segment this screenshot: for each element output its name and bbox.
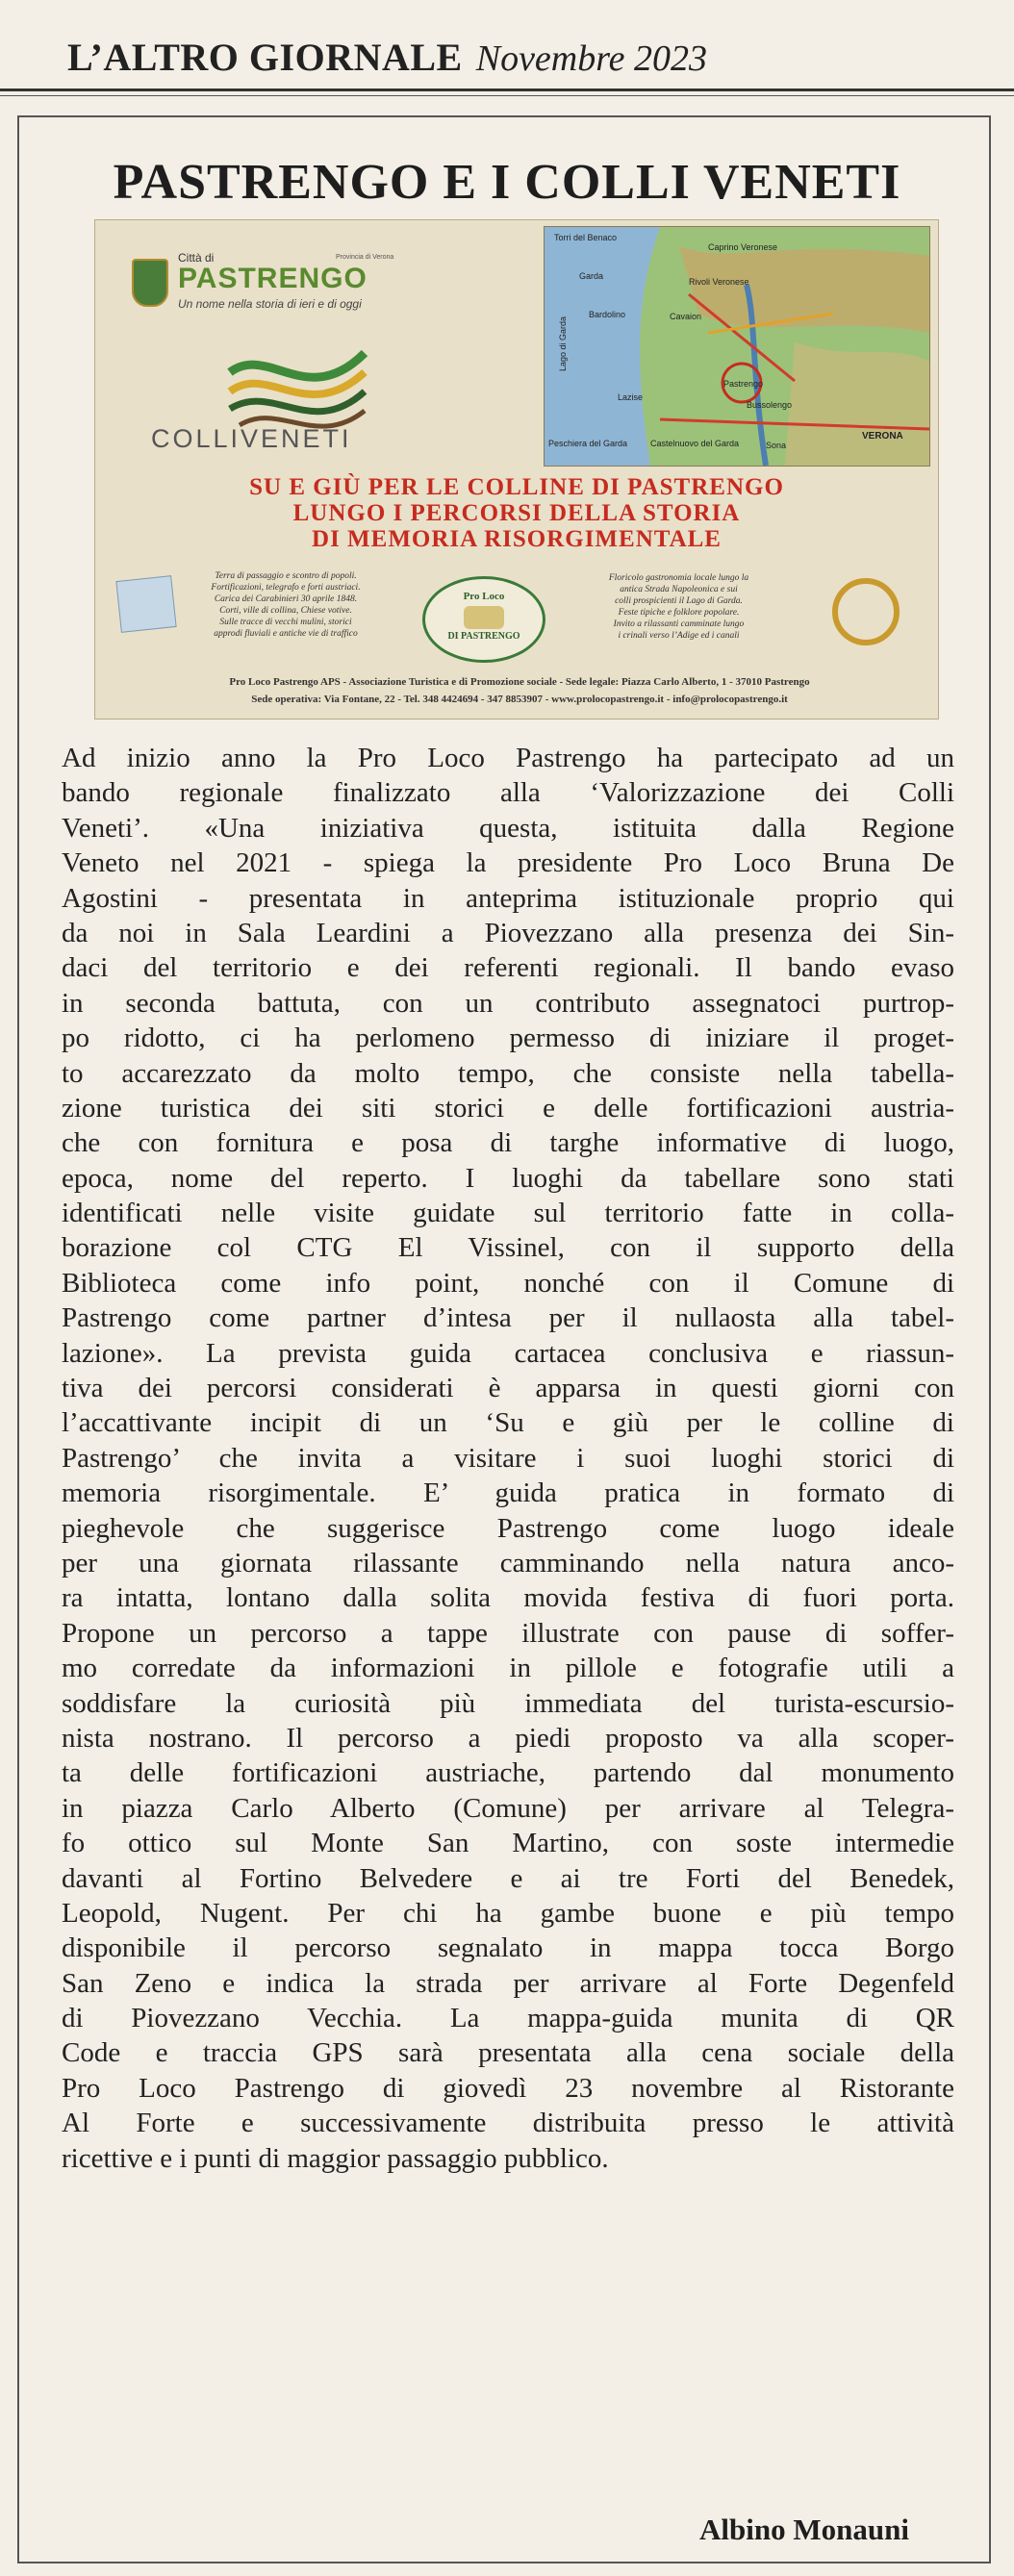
map-label: Torri del Benaco xyxy=(554,233,618,242)
territory-map xyxy=(544,226,930,467)
article-line: daci del territorio e dei referenti regionali. Il bando evaso xyxy=(62,952,954,984)
article-line: ta delle fortificazioni austriache, partendo dal monumento xyxy=(62,1757,954,1789)
blurb-line: Fortificazioni, telegrafo e forti austriaci. xyxy=(211,583,361,593)
article-line: Code e traccia GPS sarà presentata alla cena sociale della xyxy=(62,2037,954,2069)
map-label: Lazise xyxy=(618,392,644,402)
article-line: di Piovezzano Vecchia. La mappa-guida munita di QR xyxy=(62,2003,954,2034)
blurb-line: colli prospicienti il Lago di Garda. xyxy=(615,596,743,606)
article-line: Pastrengo’ che invita a visitare i suoi luoghi storici di xyxy=(62,1442,954,1474)
pro-loco-badge xyxy=(422,576,545,663)
poster-headline-line: DI MEMORIA RISORGIMENTALE xyxy=(312,526,722,552)
map-label: Bardolino xyxy=(589,310,626,319)
article-line: borazione col CTG El Vissinel, con il supporto della xyxy=(62,1232,954,1264)
issue-date: Novembre 2023 xyxy=(475,38,707,79)
province-label: Provincia di Verona xyxy=(336,254,394,261)
article-line: nista nostrano. Il percorso a piedi proposto va alla scoper- xyxy=(62,1722,954,1754)
article-line: disponibile il percorso segnalato in mappa tocca Borgo xyxy=(62,1932,954,1964)
blurb-line: Floricolo gastronomia locale lungo la xyxy=(608,573,749,583)
poster-blurb-right xyxy=(561,572,797,642)
article-line: Biblioteca come info point, nonché con il Comune di xyxy=(62,1267,954,1299)
article-line: epoca, nome del reperto. I luoghi da tabellare sono stati xyxy=(62,1162,954,1194)
article-line: Pro Loco Pastrengo di giovedì 23 novembre al Ristorante xyxy=(62,2072,954,2104)
poster-footer-legal: Pro Loco Pastrengo APS - Associazione Turistica e di Promozione sociale - Sede legale: Piazza Carlo Alberto, 1 - 37010 Pastrengo xyxy=(229,676,810,688)
article-line: Pastrengo come partner d’intesa per il nullaosta alla tabel- xyxy=(62,1302,954,1334)
article-line: po ridotto, ci ha perlomeno permesso di iniziare il proget- xyxy=(62,1023,954,1054)
poster-headline-line: LUNGO I PERCORSI DELLA STORIA xyxy=(292,500,741,526)
article-line: Ad inizio anno la Pro Loco Pastrengo ha partecipato ad un xyxy=(62,743,954,773)
article-line: da noi in Sala Leardini a Piovezzano alla presenza dei Sin- xyxy=(62,917,954,948)
article-body xyxy=(62,741,954,2176)
blurb-line: Invito a rilassanti camminate lungo xyxy=(613,619,745,629)
article-line: bando regionale finalizzato alla ‘Valorizzazione dei Colli xyxy=(62,777,954,809)
poster-blurb-left xyxy=(190,570,382,640)
article-line: ra intatta, lontano dalla solita movida festiva di fuori porta. xyxy=(62,1582,954,1614)
article-line: tiva dei percorsi considerati è apparsa in questi giorni con xyxy=(62,1373,954,1404)
blurb-line: approdi fluviali e antiche vie di traffico xyxy=(214,629,358,639)
blurb-line: Terra di passaggio e scontro di popoli. xyxy=(215,571,357,581)
map-label: Pastrengo xyxy=(723,379,764,389)
blurb-line: antica Strada Napoleonica e sui xyxy=(620,585,738,594)
article-line: identificati nelle visite guidate sul territorio fatte in colla- xyxy=(62,1198,954,1229)
article-line: Leopold, Nugent. Per chi ha gambe buone e più tempo xyxy=(62,1897,954,1929)
article-line: memoria risorgimentale. E’ guida pratica in formato di xyxy=(62,1477,954,1509)
poster-headline-line: SU E GIÙ PER LE COLLINE DI PASTRENGO xyxy=(249,474,784,500)
map-label: Caprino Veronese xyxy=(708,242,778,252)
article-line: davanti al Fortino Belvedere e ai tre Forti del Benedek, xyxy=(62,1862,954,1894)
wreath-icon xyxy=(832,578,900,645)
article-line: fo ottico sul Monte San Martino, con soste intermedie xyxy=(62,1828,954,1859)
poster-footer-contacts: Sede operativa: Via Fontane, 22 - Tel. 348 4424694 - 347 8853907 - www.prolocopastrengo.it - info@prolocopastrengo.it xyxy=(251,694,788,705)
colli-veneti-wordmark: COLLIVENETI xyxy=(151,424,352,453)
map-label: Castelnuovo del Garda xyxy=(650,439,740,448)
author-byline: Albino Monauni xyxy=(699,2513,909,2546)
blurb-line: Sulle tracce di vecchi mulini, storici xyxy=(219,618,352,627)
article-line: mo corredate da informazioni in pillole e fotografie utili a xyxy=(62,1653,954,1684)
article-line: zione turistica dei siti storici e delle fortificazioni austria- xyxy=(62,1092,954,1124)
article-line: che con fornitura e posa di targhe informative di luogo, xyxy=(62,1127,954,1159)
badge-bottom-text: DI PASTRENGO xyxy=(447,631,520,642)
article-line: pieghevole che suggerisce Pastrengo come luogo ideale xyxy=(62,1512,954,1544)
article-line: to accarezzato da molto tempo, che consiste nella tabella- xyxy=(62,1057,954,1089)
article-line: in piazza Carlo Alberto (Comune) per arrivare al Telegra- xyxy=(62,1792,954,1824)
poster-headline xyxy=(95,474,938,552)
map-label: Cavaion xyxy=(670,312,702,321)
article-line: Agostini - presentata in anteprima istituzionale proprio qui xyxy=(62,882,954,914)
guide-booklet-icon xyxy=(115,575,176,633)
article-line: per una giornata rilassante camminando nella natura anco- xyxy=(62,1547,954,1578)
map-label: Lago di Garda xyxy=(558,316,568,371)
badge-top-text: Pro Loco xyxy=(463,591,505,602)
town-crest-icon xyxy=(132,259,168,307)
article-line: lazione». La prevista guida cartacea conclusiva e riassun- xyxy=(62,1337,954,1369)
article-line: San Zeno e indica la strada per arrivare al Forte Degenfeld xyxy=(62,1967,954,1999)
article-line: Al Forte e successivamente distribuita presso le attività xyxy=(62,2108,954,2139)
blurb-line: i crinali verso l’Adige ed i canali xyxy=(618,631,740,641)
map-label: Garda xyxy=(579,271,604,281)
town-motto: Un nome nella storia di ieri e di oggi xyxy=(178,297,362,311)
map-label: Rivoli Veronese xyxy=(689,277,749,287)
town-prefix: Città di xyxy=(178,251,215,265)
masthead-rule xyxy=(0,88,1014,91)
badge-emblem-icon xyxy=(464,606,504,629)
article-line: l’accattivante incipit di un ‘Su e giù per le colline di xyxy=(62,1407,954,1439)
blurb-line: Corti, ville di collina, Chiese votive. xyxy=(219,606,352,616)
masthead xyxy=(67,35,933,83)
article-line: soddisfare la curiosità più immediata del turista-escursio- xyxy=(62,1687,954,1719)
article-line: ricettive e i punti di maggior passaggio pubblico. xyxy=(62,2142,609,2174)
masthead-rule-thin xyxy=(0,95,1014,96)
article-line: Veneti’. «Una iniziativa questa, istituita dalla Regione xyxy=(62,812,954,844)
town-name: PASTRENGO xyxy=(178,263,368,294)
newspaper-name: L’ALTRO GIORNALE xyxy=(67,36,463,79)
article-line: Veneto nel 2021 - spiega la presidente Pro Loco Bruna De xyxy=(62,847,954,879)
article-line: Propone un percorso a tappe illustrate con pause di soffer- xyxy=(62,1617,954,1649)
blurb-line: Carica dei Carabinieri 30 aprile 1848. xyxy=(214,594,358,604)
blurb-line: Feste tipiche e folklore popolare. xyxy=(618,608,740,618)
map-label: Sona xyxy=(766,441,787,450)
map-label: Peschiera del Garda xyxy=(548,439,628,448)
article-headline: PASTRENGO E I COLLI VENETI xyxy=(113,155,901,210)
article-line: in seconda battuta, con un contributo assegnatoci purtrop- xyxy=(62,987,954,1019)
map-label: Bussolengo xyxy=(747,400,793,410)
promo-poster xyxy=(94,219,939,720)
map-label: VERONA xyxy=(862,431,903,442)
